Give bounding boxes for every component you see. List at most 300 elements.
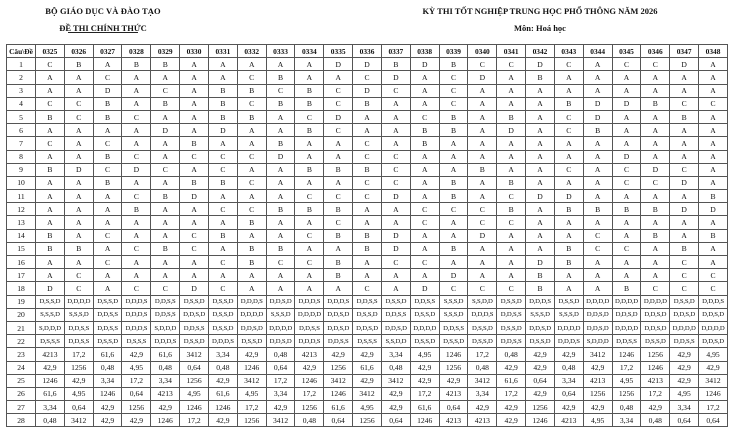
answer-cell: D,S,S,D xyxy=(497,295,526,308)
answer-cell: 3,34 xyxy=(208,348,237,361)
answer-cell: B xyxy=(699,190,728,203)
answer-cell: D,D,S,D xyxy=(699,335,728,348)
answer-cell: 0,48 xyxy=(151,361,180,374)
answer-cell: B xyxy=(324,269,353,282)
answer-cell: A xyxy=(468,137,497,150)
answer-cell: A xyxy=(526,137,555,150)
answer-cell: C xyxy=(554,124,583,137)
answer-cell: 42,9 xyxy=(208,374,237,387)
answer-cell: A xyxy=(439,256,468,269)
answer-cell: B xyxy=(122,58,151,71)
answer-cell: A xyxy=(93,190,122,203)
answer-cell: C xyxy=(699,97,728,110)
answer-cell: B xyxy=(497,176,526,189)
answer-cell: A xyxy=(554,84,583,97)
answer-cell: A xyxy=(64,84,93,97)
question-number-cell: 15 xyxy=(7,242,36,255)
answer-cell: B xyxy=(151,58,180,71)
answer-cell: A xyxy=(699,216,728,229)
answer-cell: A xyxy=(208,242,237,255)
answer-cell: A xyxy=(151,110,180,123)
answer-cell: D,S,S,D xyxy=(93,295,122,308)
table-row xyxy=(7,348,728,361)
answer-cell: A xyxy=(324,137,353,150)
answer-cell: A xyxy=(122,216,151,229)
answer-cell: B xyxy=(208,84,237,97)
exam-code-header: 0329 xyxy=(151,45,180,58)
answer-cell: C xyxy=(612,176,641,189)
answer-cell: A xyxy=(208,58,237,71)
answer-cell: A xyxy=(237,269,266,282)
answer-cell: C xyxy=(237,150,266,163)
answer-cell: A xyxy=(699,84,728,97)
answer-cell: D,D,D,D xyxy=(237,308,266,321)
answer-cell: C xyxy=(439,84,468,97)
answer-cell: 42,9 xyxy=(497,401,526,414)
answer-cell: B xyxy=(237,216,266,229)
answer-cell: 1246 xyxy=(439,348,468,361)
exam-code-header: 0327 xyxy=(93,45,122,58)
answer-cell: 1256 xyxy=(439,361,468,374)
answer-cell: C xyxy=(554,58,583,71)
answer-cell: A xyxy=(36,190,65,203)
answer-cell: 42,9 xyxy=(122,414,151,427)
answer-cell: D,D,S,S xyxy=(410,295,439,308)
answer-cell: C xyxy=(468,282,497,295)
answer-cell: A xyxy=(699,110,728,123)
answer-cell: B xyxy=(439,124,468,137)
answer-cell: B xyxy=(439,58,468,71)
answer-cell: C xyxy=(497,282,526,295)
answer-cell: A xyxy=(410,269,439,282)
answer-cell: 4,95 xyxy=(64,387,93,400)
answer-cell: D,D,S,S xyxy=(180,321,209,334)
answer-cell: C xyxy=(381,256,410,269)
answer-cell: D xyxy=(381,190,410,203)
answer-cell: A xyxy=(641,216,670,229)
answer-cell: 3,34 xyxy=(266,387,295,400)
answer-cell: D,S,S,D xyxy=(381,295,410,308)
answer-cell: B xyxy=(208,229,237,242)
answer-cell: A xyxy=(410,150,439,163)
answer-cell: D,D,D,D xyxy=(583,295,612,308)
answer-cell: B xyxy=(295,84,324,97)
answer-cell: A xyxy=(36,176,65,189)
answer-cell: C xyxy=(180,150,209,163)
answer-cell: A xyxy=(208,269,237,282)
answer-cell: D,S,S,S xyxy=(36,335,65,348)
answer-cell: C xyxy=(122,242,151,255)
answer-cell: S,S,S,D xyxy=(554,308,583,321)
answer-cell: A xyxy=(36,150,65,163)
answer-cell: C xyxy=(93,229,122,242)
answer-cell: 4,95 xyxy=(180,387,209,400)
answer-cell: A xyxy=(208,137,237,150)
answer-cell: 1246 xyxy=(324,387,353,400)
answer-cell: A xyxy=(324,176,353,189)
answer-cell: A xyxy=(36,124,65,137)
answer-cell: 42,9 xyxy=(410,374,439,387)
answer-cell: A xyxy=(612,137,641,150)
answer-cell: C xyxy=(237,176,266,189)
answer-cell: A xyxy=(237,58,266,71)
answer-cell: B xyxy=(497,203,526,216)
answer-cell: 3,34 xyxy=(554,374,583,387)
answer-cell: A xyxy=(439,229,468,242)
answer-cell: A xyxy=(36,84,65,97)
answer-cell: C xyxy=(670,256,699,269)
answer-cell: C xyxy=(122,282,151,295)
answer-cell: A xyxy=(497,97,526,110)
answer-cell: A xyxy=(93,282,122,295)
answer-cell: C xyxy=(410,256,439,269)
answer-cell: B xyxy=(295,124,324,137)
answer-cell: A xyxy=(670,229,699,242)
answer-cell: C xyxy=(208,256,237,269)
question-number-cell: 13 xyxy=(7,216,36,229)
answer-cell: A xyxy=(670,124,699,137)
answer-cell: A xyxy=(554,71,583,84)
answer-cell: D,D,D,D xyxy=(64,295,93,308)
answer-cell: C xyxy=(381,176,410,189)
answer-cell: C xyxy=(266,256,295,269)
answer-cell: 42,9 xyxy=(439,374,468,387)
answer-cell: 17,2 xyxy=(641,387,670,400)
answer-cell: 4,95 xyxy=(583,414,612,427)
table-row xyxy=(7,387,728,400)
question-number-cell: 24 xyxy=(7,361,36,374)
answer-cell: C xyxy=(497,58,526,71)
answer-cell: D xyxy=(180,282,209,295)
answer-cell: A xyxy=(151,176,180,189)
answer-cell: D,D,S,S xyxy=(381,308,410,321)
answer-cell: A xyxy=(295,150,324,163)
answer-cell: A xyxy=(468,190,497,203)
answer-cell: B xyxy=(208,97,237,110)
table-row xyxy=(7,335,728,348)
answer-cell: A xyxy=(497,269,526,282)
answer-cell: A xyxy=(526,229,555,242)
answer-cell: B xyxy=(324,203,353,216)
exam-code-header: 0341 xyxy=(497,45,526,58)
answer-cell: C xyxy=(554,163,583,176)
answer-cell: A xyxy=(554,216,583,229)
answer-cell: B xyxy=(410,137,439,150)
exam-code-header: 0335 xyxy=(324,45,353,58)
answer-cell: B xyxy=(641,97,670,110)
answer-cell: A xyxy=(93,124,122,137)
answer-cell: 1246 xyxy=(237,361,266,374)
question-number-cell: 25 xyxy=(7,374,36,387)
answer-cell: A xyxy=(151,256,180,269)
answer-cell: 0,48 xyxy=(266,348,295,361)
answer-cell: A xyxy=(151,137,180,150)
answer-cell: D,D,D,S xyxy=(208,335,237,348)
answer-cell: 42,9 xyxy=(381,401,410,414)
answer-cell: B xyxy=(353,97,382,110)
answer-cell: B xyxy=(151,97,180,110)
answer-cell: S,S,S,D xyxy=(439,308,468,321)
answer-cell: B xyxy=(526,269,555,282)
answer-cell: A xyxy=(612,190,641,203)
answer-cell: S,S,S,D xyxy=(266,308,295,321)
answer-cell: A xyxy=(612,124,641,137)
answer-cell: A xyxy=(612,229,641,242)
answer-cell: A xyxy=(641,190,670,203)
answer-cell: A xyxy=(295,58,324,71)
answer-cell: 42,9 xyxy=(93,401,122,414)
answer-cell: A xyxy=(381,269,410,282)
answer-key-table xyxy=(6,44,728,427)
answer-cell: B xyxy=(180,137,209,150)
exam-code-header: 0342 xyxy=(526,45,555,58)
corner-header: Câu\Đề xyxy=(7,45,36,58)
answer-cell: D,D,S,D xyxy=(237,321,266,334)
answer-cell: A xyxy=(699,256,728,269)
answer-cell: A xyxy=(641,256,670,269)
answer-cell: 17,2 xyxy=(699,401,728,414)
answer-cell: 42,9 xyxy=(122,348,151,361)
table-row xyxy=(7,321,728,334)
answer-cell: A xyxy=(468,84,497,97)
answer-cell: D,D,S,D xyxy=(583,321,612,334)
answer-cell: A xyxy=(180,84,209,97)
answer-cell: 0,48 xyxy=(554,361,583,374)
answer-cell: 4213 xyxy=(151,387,180,400)
answer-cell: 0,64 xyxy=(554,387,583,400)
answer-cell: 42,9 xyxy=(497,414,526,427)
question-number-cell: 9 xyxy=(7,163,36,176)
question-number-cell: 4 xyxy=(7,97,36,110)
answer-cell: A xyxy=(237,229,266,242)
answer-cell: D,S,S,D xyxy=(439,335,468,348)
answer-cell: 0,48 xyxy=(36,414,65,427)
answer-cell: A xyxy=(526,110,555,123)
answer-cell: A xyxy=(324,71,353,84)
answer-cell: B xyxy=(122,203,151,216)
answer-cell: 4213 xyxy=(439,387,468,400)
answer-cell: A xyxy=(583,176,612,189)
answer-cell: 42,9 xyxy=(583,361,612,374)
answer-cell: A xyxy=(699,150,728,163)
answer-cell: C xyxy=(353,190,382,203)
answer-cell: A xyxy=(670,150,699,163)
answer-cell: A xyxy=(526,84,555,97)
exam-code-header: 0344 xyxy=(583,45,612,58)
answer-cell: 61,6 xyxy=(151,348,180,361)
table-row xyxy=(7,97,728,110)
answer-cell: A xyxy=(410,176,439,189)
answer-cell: C xyxy=(93,256,122,269)
answer-cell: A xyxy=(122,97,151,110)
answer-cell: C xyxy=(381,150,410,163)
answer-cell: A xyxy=(180,269,209,282)
answer-cell: D xyxy=(526,256,555,269)
answer-cell: C xyxy=(122,150,151,163)
answer-cell: A xyxy=(122,269,151,282)
answer-cell: D xyxy=(381,229,410,242)
answer-cell: 0,64 xyxy=(526,374,555,387)
answer-cell: A xyxy=(670,216,699,229)
answer-cell: 42,9 xyxy=(526,361,555,374)
answer-cell: A xyxy=(151,150,180,163)
answer-cell: D,D,D,D xyxy=(554,321,583,334)
answer-cell: A xyxy=(583,190,612,203)
answer-cell: A xyxy=(641,242,670,255)
answer-cell: A xyxy=(583,163,612,176)
answer-cell: D xyxy=(612,150,641,163)
exam-code-header: 0332 xyxy=(237,45,266,58)
answer-cell: 17,2 xyxy=(237,401,266,414)
answer-cell: C xyxy=(410,203,439,216)
table-row xyxy=(7,71,728,84)
answer-cell: C xyxy=(439,203,468,216)
answer-cell: D,D,S,S xyxy=(64,335,93,348)
answer-cell: 0,48 xyxy=(641,414,670,427)
answer-cell: A xyxy=(526,216,555,229)
answer-cell: 4213 xyxy=(583,374,612,387)
answer-cell: C xyxy=(36,97,65,110)
answer-cell: B xyxy=(353,229,382,242)
exam-code-header: 0343 xyxy=(554,45,583,58)
answer-cell: A xyxy=(641,137,670,150)
answer-cell: D,D,S,S xyxy=(295,321,324,334)
answer-cell: A xyxy=(468,124,497,137)
answer-cell: D,S,S,D xyxy=(641,335,670,348)
answer-cell: D,S,S,D xyxy=(208,295,237,308)
answer-cell: B xyxy=(266,137,295,150)
answer-cell: 42,9 xyxy=(151,401,180,414)
answer-cell: A xyxy=(583,58,612,71)
answer-cell: A xyxy=(295,176,324,189)
answer-cell: A xyxy=(353,203,382,216)
answer-cell: C xyxy=(612,242,641,255)
table-header-row xyxy=(7,45,728,58)
answer-cell: 42,9 xyxy=(208,414,237,427)
exam-code-header: 0346 xyxy=(641,45,670,58)
answer-cell: D,D,D,D xyxy=(266,321,295,334)
answer-cell: D xyxy=(410,58,439,71)
answer-cell: 3412 xyxy=(64,414,93,427)
answer-cell: D,S,S,D xyxy=(526,335,555,348)
answer-cell: D,S,S,D xyxy=(353,308,382,321)
answer-cell: A xyxy=(468,256,497,269)
answer-cell: D,S,S,D xyxy=(554,295,583,308)
answer-cell: 4,95 xyxy=(699,348,728,361)
answer-cell: B xyxy=(554,242,583,255)
answer-cell: C xyxy=(439,282,468,295)
answer-cell: C xyxy=(93,137,122,150)
answer-cell: 1246 xyxy=(526,414,555,427)
answer-cell: 1256 xyxy=(353,414,382,427)
issuer-block xyxy=(28,6,178,33)
answer-cell: D,D,D,D xyxy=(699,321,728,334)
answer-cell: D,D,S,S xyxy=(324,335,353,348)
answer-cell: A xyxy=(583,269,612,282)
answer-cell: A xyxy=(180,71,209,84)
answer-cell: A xyxy=(64,216,93,229)
answer-cell: A xyxy=(381,203,410,216)
table-row xyxy=(7,256,728,269)
answer-cell: C xyxy=(583,242,612,255)
answer-cell: B xyxy=(237,84,266,97)
answer-cell: A xyxy=(64,229,93,242)
answer-cell: A xyxy=(266,216,295,229)
answer-cell: A xyxy=(36,71,65,84)
answer-cell: A xyxy=(122,84,151,97)
answer-cell: D xyxy=(64,163,93,176)
answer-cell: A xyxy=(36,203,65,216)
answer-cell: A xyxy=(410,229,439,242)
question-number-cell: 5 xyxy=(7,110,36,123)
answer-cell: D,D,D,D xyxy=(612,321,641,334)
question-number-cell: 3 xyxy=(7,84,36,97)
answer-cell: S,D,D,D xyxy=(36,321,65,334)
table-row xyxy=(7,163,728,176)
answer-cell: A xyxy=(497,150,526,163)
answer-cell: D xyxy=(583,110,612,123)
answer-cell: B xyxy=(641,203,670,216)
answer-cell: A xyxy=(554,269,583,282)
table-row xyxy=(7,242,728,255)
answer-cell: 3412 xyxy=(381,374,410,387)
answer-cell: D,D,D,D xyxy=(295,308,324,321)
table-row xyxy=(7,414,728,427)
answer-cell: C xyxy=(208,203,237,216)
answer-cell: A xyxy=(180,203,209,216)
answer-cell: A xyxy=(180,124,209,137)
answer-cell: D,S,S,S xyxy=(122,335,151,348)
question-number-cell: 28 xyxy=(7,414,36,427)
official-exam-label: ĐỀ THI CHÍNH THỨC xyxy=(59,23,147,33)
answer-cell: A xyxy=(439,137,468,150)
answer-cell: A xyxy=(36,269,65,282)
answer-cell: A xyxy=(410,84,439,97)
answer-cell: 3412 xyxy=(324,374,353,387)
answer-cell: C xyxy=(237,203,266,216)
answer-cell: B xyxy=(468,163,497,176)
exam-block xyxy=(405,6,675,33)
answer-cell: A xyxy=(208,190,237,203)
answer-cell: 42,9 xyxy=(64,374,93,387)
answer-cell: A xyxy=(410,163,439,176)
question-number-cell: 7 xyxy=(7,137,36,150)
answer-cell: 0,64 xyxy=(180,361,209,374)
answer-cell: B xyxy=(439,242,468,255)
answer-cell: A xyxy=(670,71,699,84)
answer-cell: 4213 xyxy=(554,414,583,427)
answer-cell: C xyxy=(353,150,382,163)
exam-code-header: 0333 xyxy=(266,45,295,58)
answer-cell: C xyxy=(324,216,353,229)
answer-cell: A xyxy=(266,176,295,189)
ministry-name: BỘ GIÁO DỤC VÀ ĐÀO TẠO xyxy=(45,6,161,16)
answer-cell: B xyxy=(266,97,295,110)
answer-cell: D xyxy=(497,124,526,137)
answer-cell: D xyxy=(583,97,612,110)
answer-cell: C xyxy=(381,84,410,97)
answer-cell: 3,34 xyxy=(151,374,180,387)
answer-cell: S,S,D,D xyxy=(468,295,497,308)
answer-cell: D,S,S,D xyxy=(497,321,526,334)
answer-cell: 1246 xyxy=(612,348,641,361)
answer-cell: B xyxy=(36,110,65,123)
answer-cell: 17,2 xyxy=(64,348,93,361)
answer-cell: D xyxy=(439,269,468,282)
answer-cell: D xyxy=(526,190,555,203)
answer-cell: 4,95 xyxy=(353,401,382,414)
answer-cell: C xyxy=(295,190,324,203)
